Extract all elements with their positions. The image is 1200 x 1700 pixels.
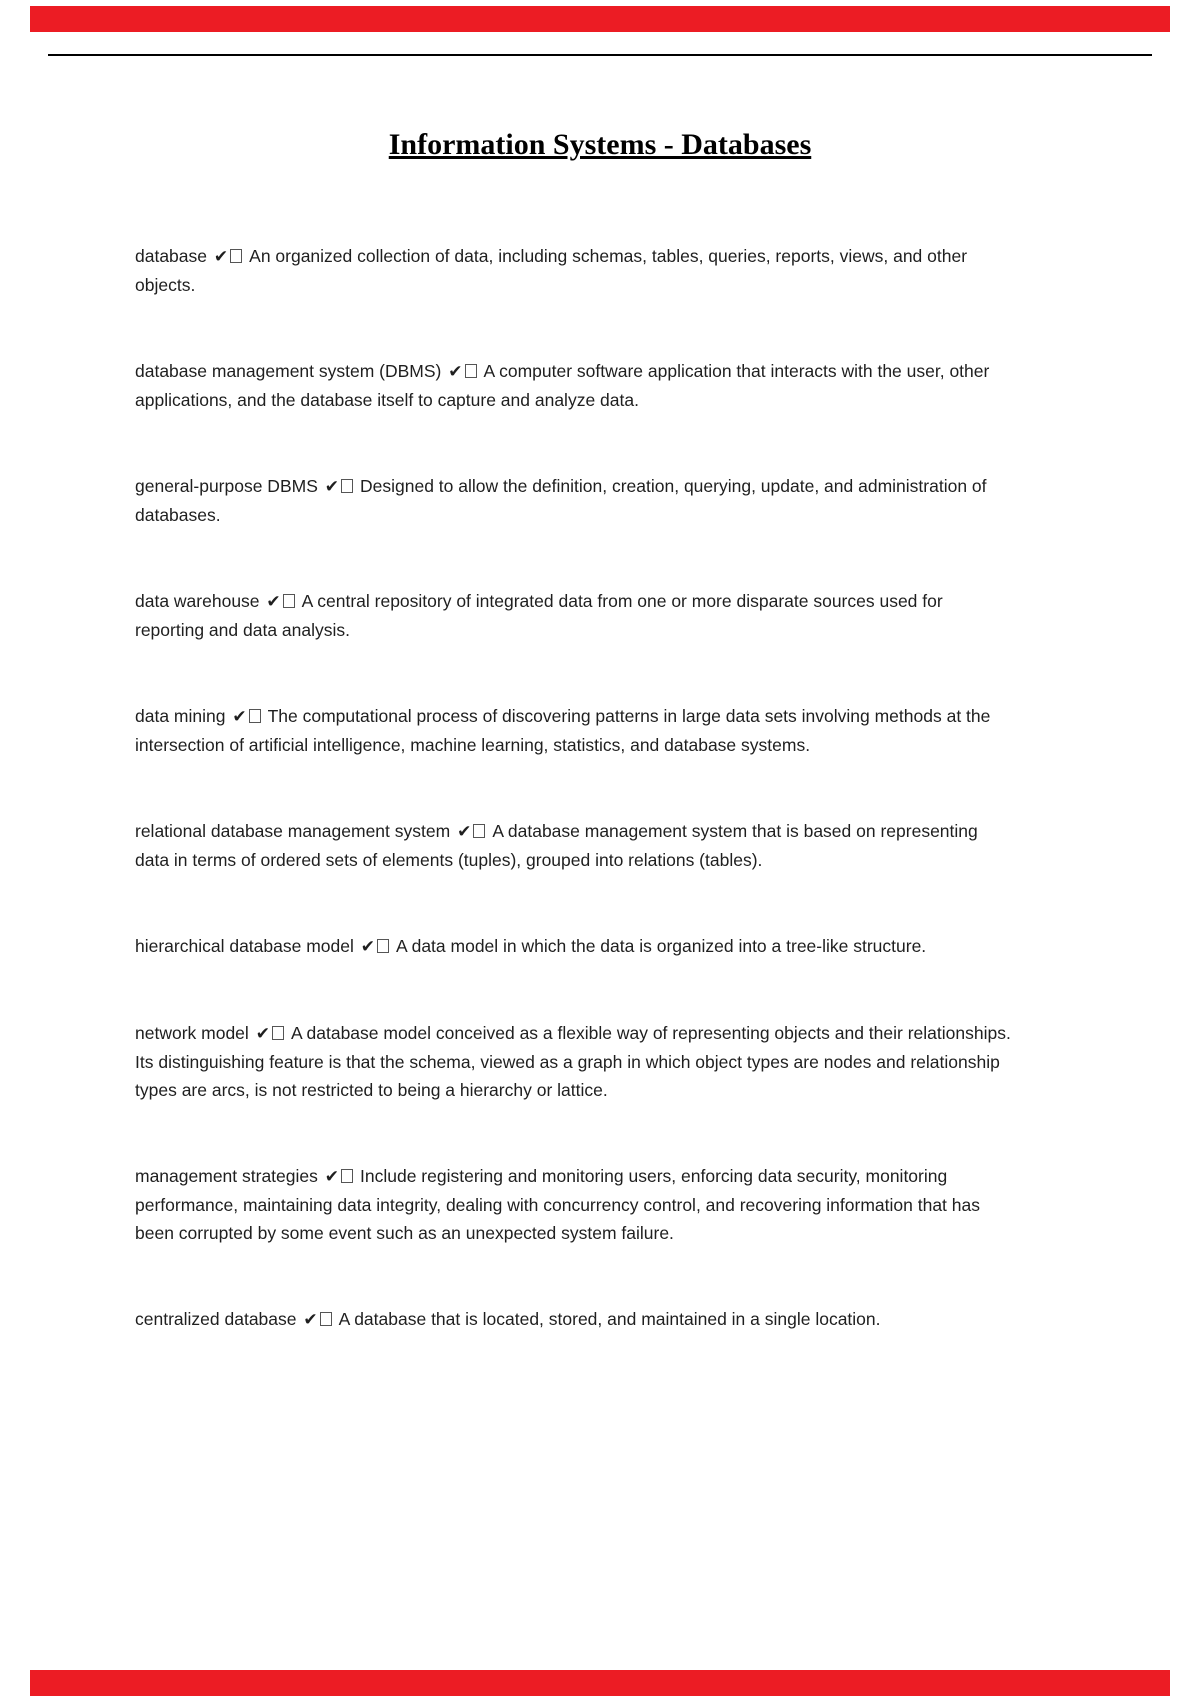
empty-box-icon [341, 479, 353, 493]
term-entry [135, 817, 1015, 874]
check-icon: ✔ [232, 707, 247, 726]
term-entry [135, 1019, 1015, 1104]
term: relational database management system [135, 821, 451, 841]
empty-box-icon [341, 1169, 353, 1183]
check-icon: ✔ [266, 592, 281, 611]
check-icon: ✔ [457, 822, 472, 841]
term: database [135, 246, 208, 266]
term-entry [135, 472, 1015, 529]
empty-box-icon [473, 824, 485, 838]
term: network model [135, 1023, 249, 1043]
definition: Include registering and monitoring users, enforcing data security, monitoring performance, maintaining data integrity, dealing with concurrency control, and recovering information that has been corrupted by some event such as an unexpected system failure. [135, 1166, 980, 1243]
check-icon: ✔ [448, 362, 463, 381]
bottom-accent-bar [30, 1670, 1170, 1696]
definition: A database model conceived as a flexible way of representing objects and their relationships. Its distinguishing feature is that the schema, viewed as a graph in which object types are nodes and relationship types are arcs, is not restricted to being a hierarchy or lattice. [135, 1023, 1011, 1100]
check-icon: ✔ [303, 1310, 318, 1329]
term-entry [135, 242, 1015, 299]
term: centralized database [135, 1309, 297, 1329]
check-icon: ✔ [213, 247, 229, 266]
term-entry [135, 357, 1015, 414]
definition: A database management system that is based on representing data in terms of ordered sets of elements (tuples), grouped into relations (tables). [135, 821, 978, 870]
empty-box-icon [320, 1312, 332, 1326]
term-entry [135, 702, 1015, 759]
term-entry [135, 1305, 1015, 1334]
term: data warehouse [135, 591, 260, 611]
check-icon: ✔ [360, 937, 376, 956]
empty-box-icon [230, 249, 242, 263]
definition: A computer software application that interacts with the user, other applications, and the database itself to capture and analyze data. [135, 361, 990, 410]
definition: A database that is located, stored, and maintained in a single location. [338, 1309, 881, 1329]
definition: A central repository of integrated data from one or more disparate sources used for reporting and data analysis. [135, 591, 943, 640]
term: general-purpose DBMS [135, 476, 318, 496]
definition: A data model in which the data is organized into a tree-like structure. [396, 936, 927, 956]
definition: The computational process of discovering patterns in large data sets involving methods at the intersection of artificial intelligence, machine learning, statistics, and database systems. [135, 706, 991, 755]
term-entry [135, 587, 1015, 644]
empty-box-icon [377, 939, 389, 953]
term-entry [135, 1162, 1015, 1247]
check-icon: ✔ [255, 1024, 270, 1043]
check-icon: ✔ [324, 477, 339, 496]
header-rule [48, 54, 1152, 56]
check-icon: ✔ [324, 1167, 340, 1186]
empty-box-icon [249, 709, 261, 723]
term: database management system (DBMS) [135, 361, 442, 381]
top-accent-bar [30, 6, 1170, 32]
definitions-list [135, 242, 1015, 1334]
empty-box-icon [465, 364, 477, 378]
term: management strategies [135, 1166, 318, 1186]
definition: Designed to allow the definition, creation, querying, update, and administration of databases. [135, 476, 987, 525]
term-entry [135, 932, 1015, 961]
term: hierarchical database model [135, 936, 354, 956]
page-title-text: Information Systems - Databases [388, 128, 812, 161]
empty-box-icon [283, 594, 295, 608]
term: data mining [135, 706, 226, 726]
empty-box-icon [272, 1026, 284, 1040]
definition: An organized collection of data, including schemas, tables, queries, reports, views, and other objects. [135, 246, 968, 295]
